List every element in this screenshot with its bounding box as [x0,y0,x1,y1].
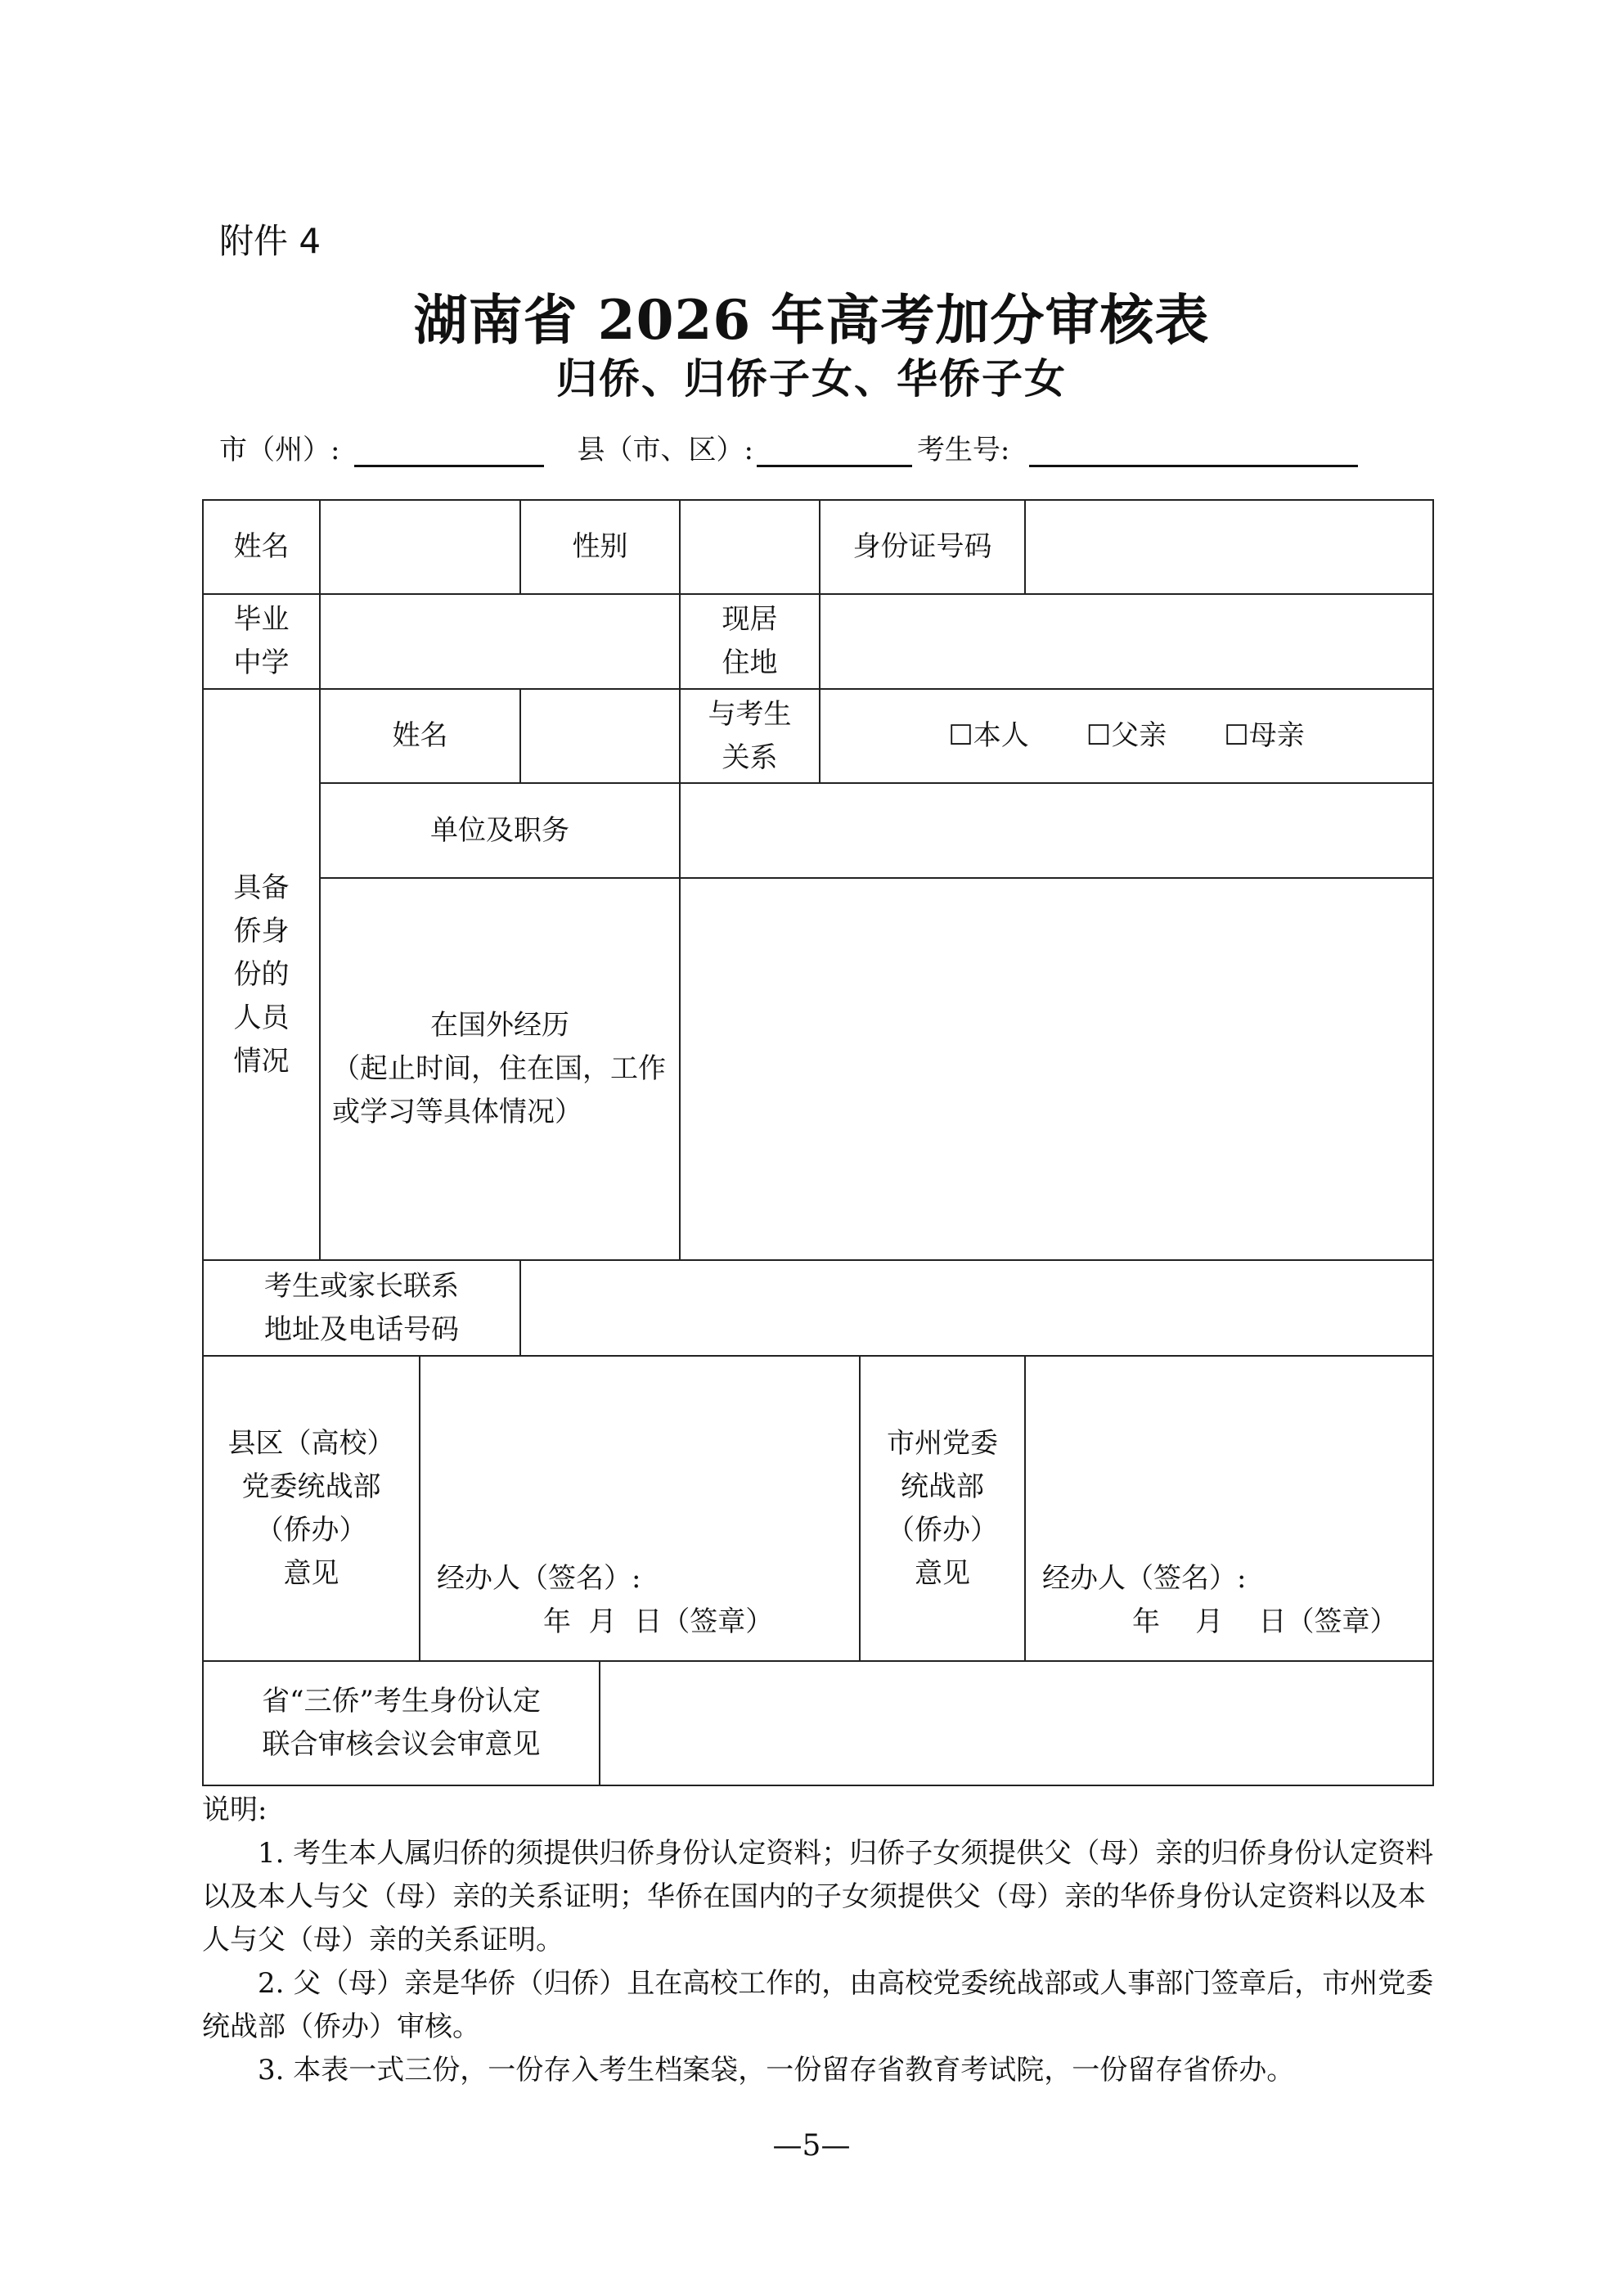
checkbox-icon[interactable]: ☐ [1086,719,1112,752]
city-date-stamp: 年 月 日（签章） [1132,1605,1398,1638]
province-label-line2: 联合审核会议会审意见 [262,1728,541,1761]
id-input-cell[interactable] [1024,499,1434,595]
abroad-label: 在国外经历 [430,1009,569,1042]
name-label: 姓名 [233,530,290,563]
city-opinion-line: （侨办） [887,1513,998,1546]
section-label: 具备侨身份的人员情况 [233,871,290,1078]
city-opinion-label-cell [859,1355,1026,1662]
exam-no-input[interactable] [1029,435,1358,467]
unit-label-cell [319,782,681,879]
county-label: 县（市、区）: [577,434,753,466]
member-name-label-cell [319,688,521,784]
checkbox-icon[interactable]: ☐ [948,719,973,752]
attachment-label: 附件 4 [219,221,321,261]
id-label: 身份证号码 [852,530,992,563]
gender-label: 性别 [572,530,628,563]
abroad-hint: （起止时间，住在国，工作或学习等具体情况） [332,1052,666,1128]
county-input[interactable] [757,435,912,467]
city-input[interactable] [354,435,544,467]
checkbox-icon[interactable]: ☐ [1224,719,1249,752]
county-date-stamp: 年 月 日（签章） [543,1605,774,1638]
note-item: 2. 父（母）亲是华侨（归侨）且在高校工作的，由高校党委统战部或人事部门签章后，市州党委统战部（侨办）审核。 [202,1967,1434,2043]
note-item: 3. 本表一式三份，一份存入考生档案袋，一份留存省教育考试院，一份留存省侨办。 [258,2054,1295,2087]
contact-label-line1: 考生或家长联系 [264,1269,459,1303]
school-label: 毕业中学 [233,603,290,679]
county-opinion-line: 县区（高校） [227,1426,395,1460]
county-handler-sign: 经办人（签名）: [437,1562,641,1595]
member-name-label: 姓名 [392,719,448,752]
province-label-line1: 省“三侨”考生身份认定 [262,1685,541,1717]
city-label: 市（州）: [219,434,340,466]
contact-label-cell [202,1259,521,1357]
county-opinion-line: 意见 [283,1556,339,1590]
name-label-cell [202,499,321,595]
name-input-cell[interactable] [319,499,521,595]
page-title: 湖南省 2026 年高考加分审核表 [413,288,1210,352]
school-label-cell [202,593,321,690]
exam-no-label: 考生号: [916,434,1010,466]
page-number: —5— [772,2129,851,2163]
section-label-cell [202,688,321,1261]
id-label-cell [819,499,1026,595]
abroad-input-cell[interactable] [679,877,1434,1261]
unit-label: 单位及职务 [430,813,569,847]
header-fields [219,427,1361,467]
unit-input-cell[interactable] [679,782,1434,879]
page-subtitle: 归侨、归侨子女、华侨子女 [556,354,1067,403]
residence-label: 现居住地 [722,603,778,679]
province-input-cell[interactable] [599,1660,1434,1786]
contact-label-line2: 地址及电话号码 [264,1312,459,1346]
county-opinion-label-cell [202,1355,420,1662]
city-handler-sign: 经办人（签名）: [1042,1562,1247,1595]
relation-option-mother[interactable]: ☐母亲 [1224,719,1305,752]
notes-section [202,1789,1437,2092]
residence-input-cell[interactable] [819,593,1434,690]
member-name-input-cell[interactable] [519,688,681,784]
county-opinion-line: （侨办） [255,1513,367,1546]
city-opinion-line: 市州党委 [887,1426,998,1460]
province-label-cell [202,1660,600,1786]
gender-label-cell [519,499,681,595]
city-opinion-line: 统战部 [901,1470,984,1503]
contact-input-cell[interactable] [519,1259,1434,1357]
residence-label-cell [679,593,820,690]
county-opinion-input-cell[interactable] [419,1355,861,1662]
city-opinion-input-cell[interactable] [1024,1355,1434,1662]
county-opinion-line: 党委统战部 [241,1470,381,1503]
notes-heading: 说明: [202,1794,268,1826]
relation-options-cell [819,688,1434,784]
city-opinion-line: 意见 [915,1556,970,1590]
relation-label: 与考生关系 [708,697,792,774]
note-item: 1. 考生本人属归侨的须提供归侨身份认定资料；归侨子女须提供父（母）亲的归侨身份认定资料以及本人与父（母）亲的关系证明；华侨在国内的子女须提供父（母）亲的华侨身份认定资料以及本人与父（母）亲的关系证明。 [202,1837,1434,1956]
abroad-label-cell [319,877,681,1261]
relation-option-father[interactable]: ☐父亲 [1086,719,1167,752]
relation-label-cell [679,688,820,784]
gender-input-cell[interactable] [679,499,820,595]
relation-option-self[interactable]: ☐本人 [948,719,1029,752]
school-input-cell[interactable] [319,593,681,690]
